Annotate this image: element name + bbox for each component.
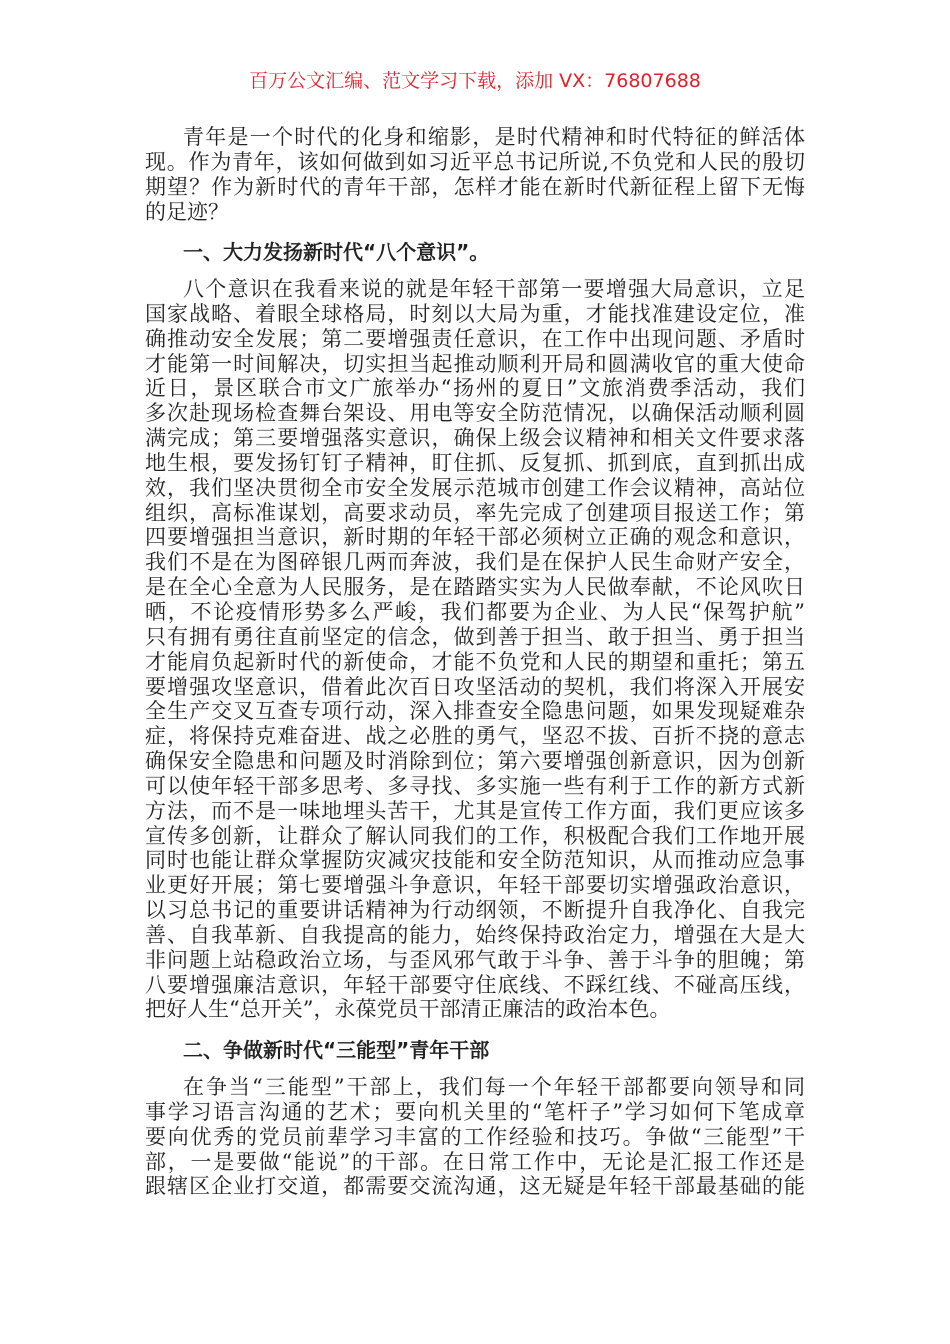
text-line: 四要增强担当意识，新时期的年轻干部必须树立正确的观念和意识， — [145, 525, 805, 550]
text-line: 只有拥有勇往直前坚定的信念，做到善于担当、敢于担当、勇于担当 — [145, 624, 805, 649]
text-line: 国家战略、着眼全球格局，时刻以大局为重，才能找准建设定位，准 — [145, 301, 805, 326]
text-line: 方法，而不是一味地埋头苦干，尤其是宣传工作方面，我们更应该多 — [145, 798, 805, 823]
text-line: 满完成；第三要增强落实意识，确保上级会议精神和相关文件要求落 — [145, 426, 805, 451]
section-2-heading: 二、争做新时代“三能型”青年干部 — [183, 1038, 490, 1062]
text-line: 多次赴现场检查舞台架设、用电等安全防范情况，以确保活动顺利圆 — [145, 401, 805, 426]
text-line: 八要增强廉洁意识，年轻干部要守住底线、不踩红线、不碰高压线， — [145, 972, 805, 997]
text-line: 非问题上站稳政治立场，与歪风邪气敢于斗争、善于斗争的胆魄；第 — [145, 947, 805, 972]
text-line: 同时也能让群众掌握防灾减灾技能和安全防范知识，从而推动应急事 — [145, 848, 805, 873]
text-line: 地生根，要发扬钉钉子精神，盯住抓、反复抓、抓到底，直到抓出成 — [145, 450, 805, 475]
text-line: 可以使年轻干部多思考、多寻找、多实施一些有利于工作的新方式新 — [145, 773, 805, 798]
text-line: 把好人生“总开关”，永葆党员干部清正廉洁的政治本色。 — [145, 997, 671, 1022]
text-line: 部，一是要做“能说”的干部。在日常工作中，无论是汇报工作还是 — [145, 1149, 805, 1174]
text-line: 才能肩负起新时代的新使命，才能不负党和人民的期望和重托；第五 — [145, 649, 805, 674]
text-line: 确保安全隐患和问题及时消除到位；第六要增强创新意识，因为创新 — [145, 749, 805, 774]
text-line: 晒，不论疫情形势多么严峻，我们都要为企业、为人民“保驾护航” — [145, 599, 805, 624]
text-line: 跟辖区企业打交道，都需要交流沟通，这无疑是年轻干部最基础的能 — [145, 1174, 805, 1199]
text-line: 效，我们坚决贯彻全市安全发展示范城市创建工作会议精神，高站位 — [145, 475, 805, 500]
text-line: 要向优秀的党员前辈学习丰富的工作经验和技巧。争做“三能型”干 — [145, 1124, 805, 1149]
text-line: 组织，高标准谋划，高要求动员，率先完成了创建项目报送工作；第 — [145, 500, 805, 525]
text-line: 全生产交叉互查专项行动，深入排查安全隐患问题，如果发现疑难杂 — [145, 699, 805, 724]
section-2-paragraph — [145, 1075, 805, 1199]
text-line: 我们不是在为图碎银几两而奔波，我们是在保护人民生命财产安全， — [145, 550, 805, 575]
text-line: 事学习语言沟通的艺术；要向机关里的“笔杆子”学习如何下笔成章 — [145, 1099, 805, 1124]
text-line: 才能第一时间解决，切实担当起推动顺利开局和圆满收官的重大使命 — [145, 351, 805, 376]
text-line: 以习总书记的重要讲话精神为行动纲领，不断提升自我净化、自我完 — [145, 898, 805, 923]
text-line: 的足迹？ — [145, 199, 229, 224]
text-line: 期望？作为新时代的青年干部，怎样才能在新时代新征程上留下无悔 — [145, 174, 805, 199]
text-line: 现。作为青年，该如何做到如习近平总书记所说,不负党和人民的殷切 — [145, 149, 805, 174]
text-line: 宣传多创新，让群众了解认同我们的工作，积极配合我们工作地开展 — [145, 823, 805, 848]
section-1-heading: 一、大力发扬新时代“八个意识”。 — [183, 240, 490, 264]
text-line: 近日，景区联合市文广旅举办“扬州的夏日”文旅消费季活动，我们 — [145, 376, 805, 401]
text-line: 在争当“三能型”干部上，我们每一个年轻干部都要向领导和同 — [183, 1075, 805, 1099]
watermark-banner: 百万公文汇编、范文学习下载，添加 VX：76807688 — [249, 70, 701, 92]
section-1-paragraph — [145, 277, 805, 1022]
text-line: 善、自我革新、自我提高的能力，始终保持政治定力，增强在大是大 — [145, 922, 805, 947]
intro-paragraph — [145, 125, 805, 224]
text-line: 青年是一个时代的化身和缩影，是时代精神和时代特征的鲜活体 — [183, 125, 805, 149]
text-line: 症，将保持克难奋进、战之必胜的勇气，坚忍不拔、百折不挠的意志 — [145, 724, 805, 749]
text-line: 业更好开展；第七要增强斗争意识，年轻干部要切实增强政治意识， — [145, 873, 805, 898]
text-line: 是在全心全意为人民服务，是在踏踏实实为人民做奉献，不论风吹日 — [145, 575, 805, 600]
text-line: 要增强攻坚意识，借着此次百日攻坚活动的契机，我们将深入开展安 — [145, 674, 805, 699]
text-line: 八个意识在我看来说的就是年轻干部第一要增强大局意识，立足 — [183, 277, 805, 301]
text-line: 确推动安全发展；第二要增强责任意识，在工作中出现问题、矛盾时 — [145, 326, 805, 351]
